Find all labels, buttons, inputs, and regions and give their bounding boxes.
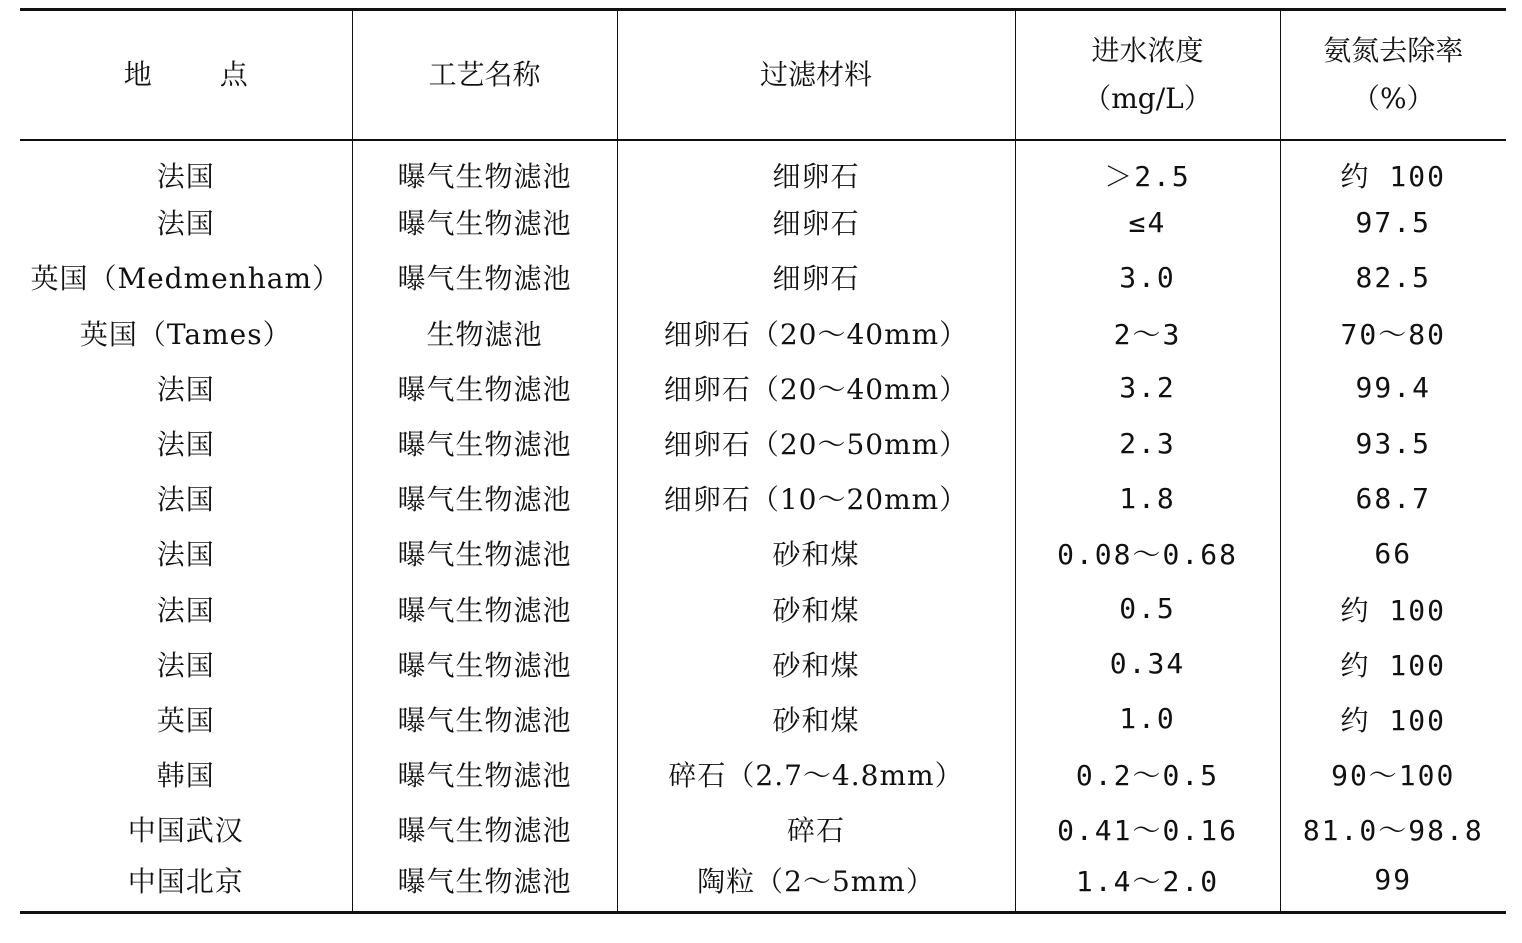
cell-material: 碎石（2.7～4.8mm） xyxy=(617,747,1015,802)
header-removal-unit: （%） xyxy=(1351,81,1435,115)
cell-location: 中国武汉 xyxy=(127,814,244,848)
cell-location: 法国 xyxy=(156,538,215,572)
cell-removal: 约 100 xyxy=(1280,581,1506,636)
table-row xyxy=(20,471,1506,526)
table-row xyxy=(20,305,1506,360)
cell-material: 细卵石（20～50mm） xyxy=(617,415,1015,470)
table-row xyxy=(20,691,1506,746)
cell-process: 曝气生物滤池 xyxy=(352,857,617,912)
cell-influent: 0.34 xyxy=(1015,636,1280,691)
cell-influent: 2.3 xyxy=(1015,415,1280,470)
cell-process: 曝气生物滤池 xyxy=(352,250,617,305)
ammonia-removal-table-container xyxy=(20,8,1506,914)
cell-influent: 3.0 xyxy=(1015,250,1280,305)
header-location xyxy=(20,10,352,140)
cell-process: 曝气生物滤池 xyxy=(352,415,617,470)
cell-removal: 93.5 xyxy=(1280,415,1506,470)
table-row xyxy=(20,140,1506,195)
table-row xyxy=(20,250,1506,305)
header-location-char-2: 点 xyxy=(219,57,248,91)
cell-location: 英国（Tames） xyxy=(79,317,292,351)
cell-process: 曝气生物滤池 xyxy=(352,747,617,802)
header-location-char-1: 地 xyxy=(123,57,152,91)
cell-process: 曝气生物滤池 xyxy=(352,636,617,691)
cell-material: 细卵石 xyxy=(617,140,1015,195)
cell-process: 生物滤池 xyxy=(352,305,617,360)
cell-removal: 82.5 xyxy=(1280,250,1506,305)
cell-removal: 68.7 xyxy=(1280,471,1506,526)
cell-removal: 约 100 xyxy=(1280,636,1506,691)
cell-location: 韩国 xyxy=(156,759,215,793)
cell-location: 中国北京 xyxy=(20,857,352,912)
header-removal xyxy=(1280,10,1506,140)
cell-influent: ＞2.5 xyxy=(1015,140,1280,195)
cell-material: 细卵石 xyxy=(617,195,1015,250)
cell-process: 曝气生物滤池 xyxy=(352,360,617,415)
cell-influent: 1.4～2.0 xyxy=(1015,857,1280,912)
table-header xyxy=(20,10,1506,140)
table-row xyxy=(20,802,1506,857)
cell-influent: ≤4 xyxy=(1015,195,1280,250)
header-removal-title: 氨氮去除率 xyxy=(1323,33,1464,67)
cell-process: 曝气生物滤池 xyxy=(352,526,617,581)
cell-removal: 97.5 xyxy=(1280,195,1506,250)
cell-location: 法国 xyxy=(156,207,215,241)
cell-material: 细卵石 xyxy=(617,250,1015,305)
cell-removal: 99.4 xyxy=(1280,360,1506,415)
table-row xyxy=(20,526,1506,581)
cell-removal: 70～80 xyxy=(1280,305,1506,360)
cell-removal: 99 xyxy=(1280,857,1506,912)
cell-influent: 1.8 xyxy=(1015,471,1280,526)
cell-influent: 3.2 xyxy=(1015,360,1280,415)
cell-influent: 1.0 xyxy=(1015,691,1280,746)
header-influent-unit: （mg/L） xyxy=(1083,81,1212,115)
table-row xyxy=(20,857,1506,912)
header-influent xyxy=(1015,10,1280,140)
cell-influent: 0.5 xyxy=(1015,581,1280,636)
cell-removal: 81.0～98.8 xyxy=(1280,802,1506,857)
cell-material: 碎石 xyxy=(617,802,1015,857)
cell-material: 砂和煤 xyxy=(617,581,1015,636)
cell-influent: 0.08～0.68 xyxy=(1015,526,1280,581)
table-row xyxy=(20,747,1506,802)
cell-location: 英国（Medmenham） xyxy=(30,262,342,296)
cell-influent: 2～3 xyxy=(1015,305,1280,360)
header-influent-title: 进水浓度 xyxy=(1091,33,1204,67)
cell-process: 曝气生物滤池 xyxy=(352,140,617,195)
cell-process: 曝气生物滤池 xyxy=(352,581,617,636)
ammonia-removal-table xyxy=(20,8,1506,914)
cell-material: 陶粒（2～5mm） xyxy=(617,857,1015,912)
cell-removal: 90～100 xyxy=(1280,747,1506,802)
header-material: 过滤材料 xyxy=(617,10,1015,140)
table-row xyxy=(20,195,1506,250)
cell-material: 砂和煤 xyxy=(617,636,1015,691)
cell-location: 法国 xyxy=(156,428,215,462)
cell-influent: 0.2～0.5 xyxy=(1015,747,1280,802)
table-row xyxy=(20,636,1506,691)
cell-location: 法国 xyxy=(156,483,215,517)
cell-influent: 0.41～0.16 xyxy=(1015,802,1280,857)
cell-location: 法国 xyxy=(156,593,215,627)
cell-removal: 约 100 xyxy=(1280,140,1506,195)
header-process: 工艺名称 xyxy=(352,10,617,140)
cell-material: 细卵石（20～40mm） xyxy=(617,305,1015,360)
cell-location: 法国 xyxy=(156,159,215,193)
table-row xyxy=(20,581,1506,636)
cell-location: 英国 xyxy=(156,703,215,737)
cell-material: 细卵石（20～40mm） xyxy=(617,360,1015,415)
cell-location: 法国 xyxy=(156,372,215,406)
cell-material: 砂和煤 xyxy=(617,691,1015,746)
cell-process: 曝气生物滤池 xyxy=(352,195,617,250)
cell-removal: 66 xyxy=(1280,526,1506,581)
cell-removal: 约 100 xyxy=(1280,691,1506,746)
cell-process: 曝气生物滤池 xyxy=(352,471,617,526)
table-row xyxy=(20,360,1506,415)
table-body xyxy=(20,140,1506,913)
cell-material: 砂和煤 xyxy=(617,526,1015,581)
table-row xyxy=(20,415,1506,470)
header-row xyxy=(20,10,1506,140)
cell-process: 曝气生物滤池 xyxy=(352,802,617,857)
cell-location: 法国 xyxy=(156,648,215,682)
cell-material: 细卵石（10～20mm） xyxy=(617,471,1015,526)
cell-process: 曝气生物滤池 xyxy=(352,691,617,746)
